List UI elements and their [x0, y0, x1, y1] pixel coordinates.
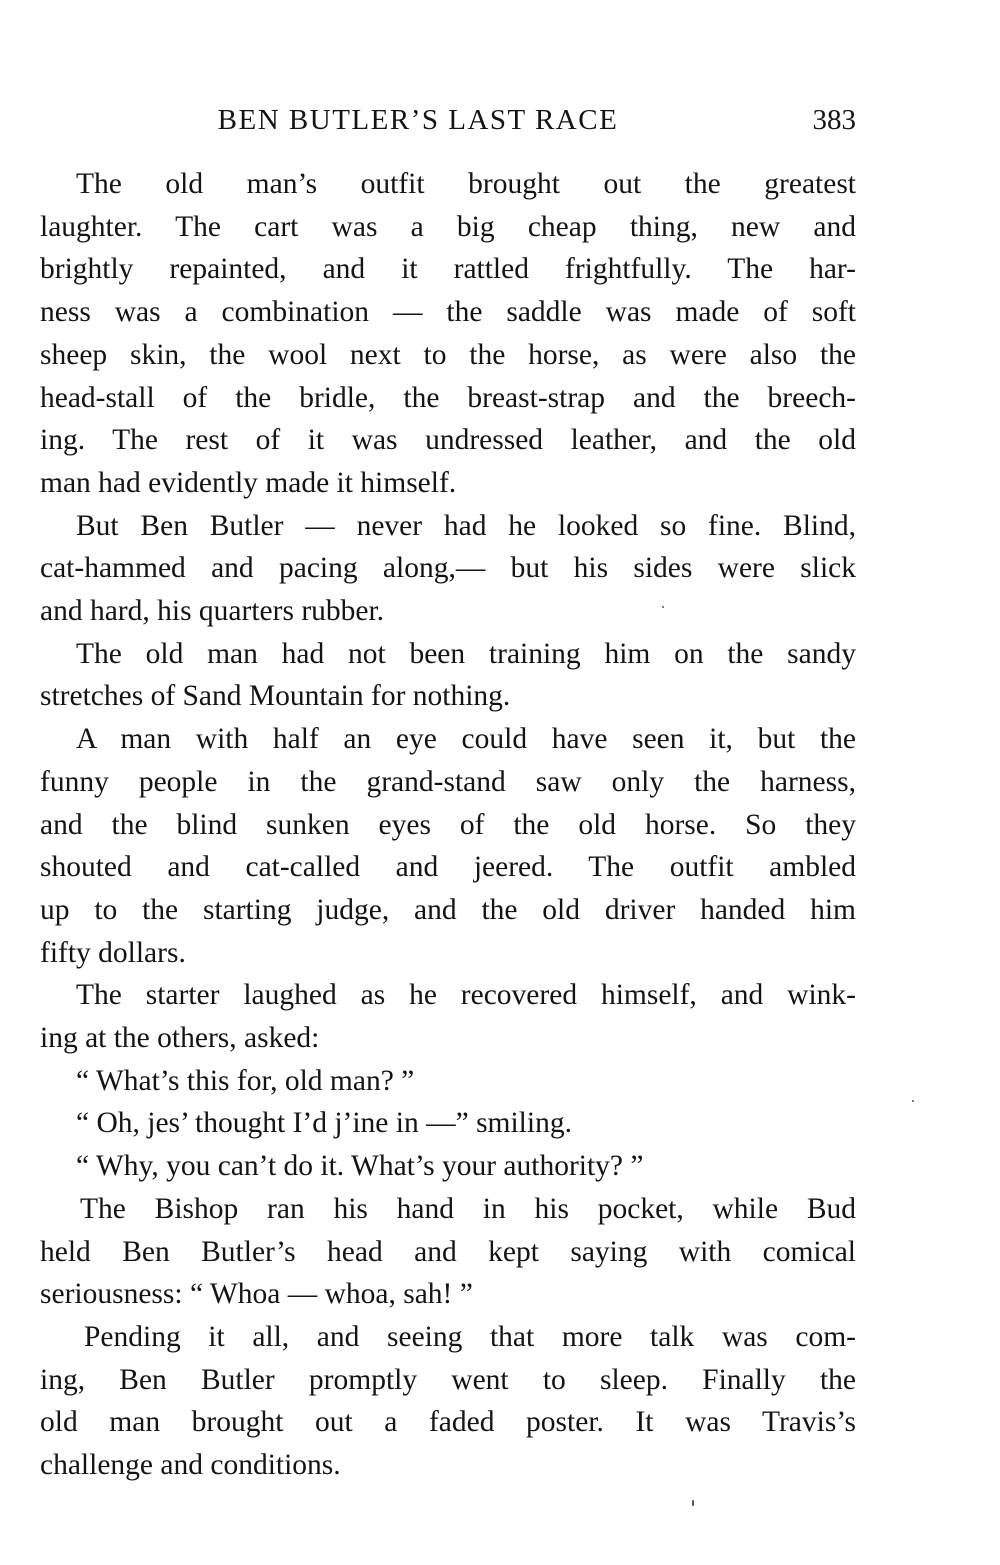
paragraph-6 [40, 1060, 856, 1103]
scan-speck [662, 606, 664, 608]
paragraph-7 [40, 1102, 856, 1145]
scan-speck [692, 1500, 694, 1506]
text-line: ing, Ben Butler promptly went to sleep. Finally the [40, 1363, 856, 1396]
body-text [40, 163, 856, 1487]
text-line: “ Why, you can’t do it. What’s your authority? ” [76, 1150, 644, 1183]
text-line: challenge and conditions. [40, 1449, 341, 1482]
paragraph-4 [40, 718, 856, 974]
text-line: ness was a combination — the saddle was made of soft [40, 296, 856, 329]
paragraph-10 [40, 1316, 856, 1487]
scan-speck [912, 1100, 914, 1102]
page-number: 383 [812, 104, 856, 136]
text-line: and hard, his quarters rubber. [40, 595, 385, 628]
text-line: man had evidently made it himself. [40, 466, 457, 499]
text-line: ing. The rest of it was undressed leather, and the old [40, 424, 856, 457]
text-line: The Bishop ran his hand in his pocket, while Bud [80, 1192, 856, 1225]
text-line: “ Oh, jes’ thought I’d j’ine in —” smiling. [76, 1107, 572, 1140]
paragraph-1 [40, 163, 856, 505]
text-line: fifty dollars. [40, 936, 186, 969]
paragraph-2 [40, 505, 856, 633]
text-line: The old man had not been training him on the sandy [76, 637, 856, 670]
text-line: and the blind sunken eyes of the old horse. So they [40, 808, 856, 841]
text-line: laughter. The cart was a big cheap thing, new and [40, 210, 856, 243]
text-line: But Ben Butler — never had he looked so fine. Blind, [76, 509, 856, 542]
text-line: ing at the others, asked: [40, 1022, 320, 1055]
text-line: Pending it all, and seeing that more talk was com- [84, 1320, 856, 1353]
running-head [40, 98, 856, 142]
paragraph-8 [40, 1145, 856, 1188]
text-line: sheep skin, the wool next to the horse, as were also the [40, 338, 856, 371]
text-line: The old man’s outfit brought out the greatest [76, 168, 856, 200]
text-line: funny people in the grand-stand saw only the harness, [40, 765, 856, 798]
text-line: stretches of Sand Mountain for nothing. [40, 680, 511, 713]
text-line: head-stall of the bridle, the breast-strap and the breech- [40, 381, 856, 414]
text-line: shouted and cat-called and jeered. The outfit ambled [40, 851, 856, 884]
text-line: “ What’s this for, old man? ” [76, 1064, 415, 1097]
paragraph-3 [40, 633, 856, 718]
text-line: up to the starting judge, and the old driver handed him [40, 893, 856, 926]
running-title: BEN BUTLER’S LAST RACE [217, 104, 619, 136]
text-line: seriousness: “ Whoa — whoa, sah! ” [40, 1278, 473, 1311]
text-line: brightly repainted, and it rattled frightfully. The har- [40, 253, 856, 286]
text-line: cat-hammed and pacing along,— but his sides were slick [40, 552, 856, 585]
paragraph-9 [40, 1188, 856, 1316]
paragraph-5 [40, 974, 856, 1059]
text-line: A man with half an eye could have seen it, but the [76, 723, 856, 756]
text-line: held Ben Butler’s head and kept saying with comical [40, 1235, 856, 1268]
text-line: The starter laughed as he recovered himself, and wink- [76, 979, 856, 1012]
text-line: old man brought out a faded poster. It was Travis’s [40, 1406, 856, 1439]
